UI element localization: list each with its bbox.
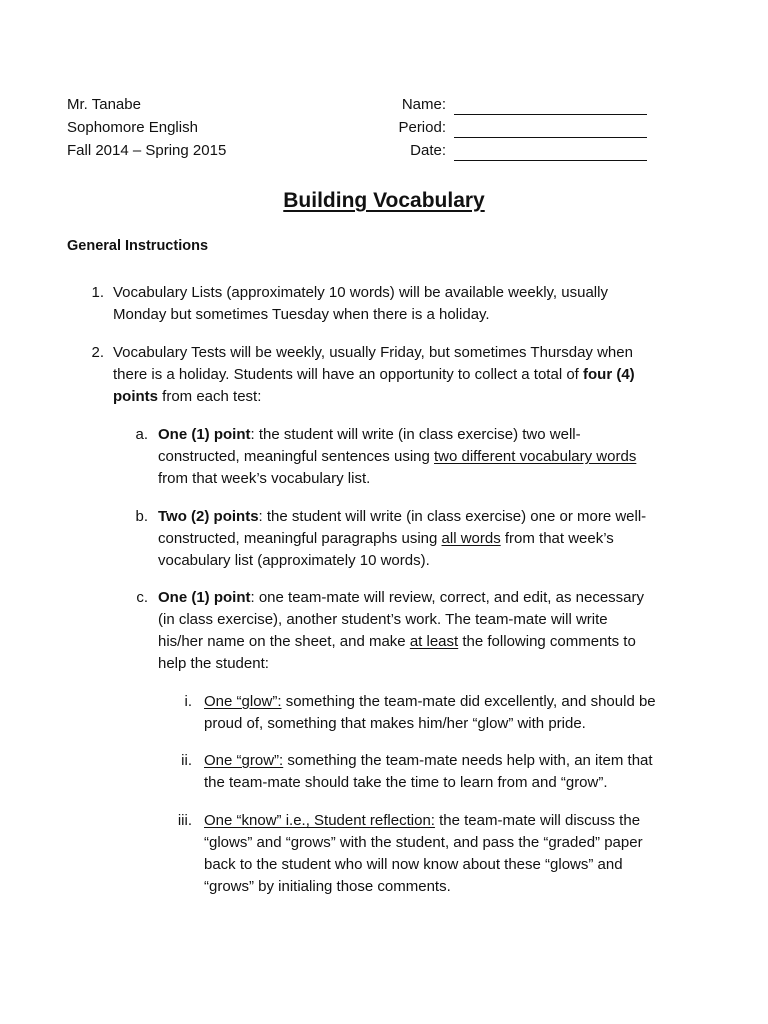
- text-run: : one team-mate will review, correct, and edit, as necessary: [250, 589, 645, 606]
- text-line: [204, 854, 643, 876]
- text-line: [204, 750, 653, 772]
- text-line: [113, 342, 635, 364]
- subsubitem-ii-marker: ii.: [181, 752, 192, 769]
- subitem-a-marker: a.: [135, 426, 148, 443]
- subitem-b-marker: b.: [135, 508, 148, 525]
- subsubitem-ii: [204, 750, 653, 794]
- text-line: [113, 364, 635, 386]
- text-run: “grows” by initialing those comments.: [204, 878, 451, 895]
- text-run: something the team-mate needs help with, an item that: [283, 752, 653, 769]
- subsubitem-iii: [204, 810, 643, 898]
- text-run: Monday but sometimes Tuesday when there is a holiday.: [113, 306, 490, 323]
- text-line: [113, 386, 635, 408]
- text-run: help the student:: [158, 655, 269, 672]
- bold-text: points: [113, 388, 158, 405]
- text-run: “glows” and “grows” with the student, and pass the “graded” paper: [204, 834, 643, 851]
- text-line: [204, 876, 643, 898]
- subitem-c: [158, 587, 644, 675]
- text-line: [158, 587, 644, 609]
- subsubitem-i-marker: i.: [184, 693, 192, 710]
- text-run: (in class exercise), another student’s work. The team-mate will write: [158, 611, 608, 628]
- date-label: Date:: [410, 142, 446, 159]
- text-run: the team-mate will discuss the: [434, 812, 641, 829]
- text-line: [158, 609, 644, 631]
- text-line: [113, 304, 608, 326]
- section-heading: General Instructions: [67, 238, 209, 254]
- subsubitem-iii-marker: iii.: [177, 812, 192, 829]
- bold-text: four (4): [583, 366, 635, 383]
- item-2-marker: 2.: [91, 344, 104, 361]
- text-run: proud of, something that makes him/her “glow” with pride.: [204, 715, 586, 732]
- text-run: his/her name on the sheet, and make: [158, 633, 410, 650]
- school-term: Fall 2014 – Spring 2015: [67, 142, 227, 159]
- text-run: Vocabulary Lists (approximately 10 words) will be available weekly, usually: [113, 284, 608, 301]
- text-run: constructed, meaningful sentences using: [158, 448, 434, 465]
- bold-text: One (1) point: [158, 426, 251, 443]
- text-run: from that week’s: [500, 530, 614, 547]
- text-line: [158, 506, 646, 528]
- text-run: vocabulary list (approximately 10 words).: [158, 552, 430, 569]
- teacher-name: Mr. Tanabe: [67, 96, 141, 113]
- underlined-text: all words: [441, 530, 501, 547]
- name-label: Name:: [401, 96, 446, 113]
- text-run: : the student will write (in class exercise) two well-: [250, 426, 581, 443]
- text-line: [158, 550, 646, 572]
- underlined-text: One “glow”:: [204, 693, 282, 710]
- underlined-text: One “grow”:: [204, 752, 284, 769]
- subitem-b: [158, 506, 646, 572]
- underlined-text: One “know” i.e., Student reflection:: [204, 812, 435, 829]
- text-run: Vocabulary Tests will be weekly, usually Friday, but sometimes Thursday when: [113, 344, 633, 361]
- text-run: the following comments to: [458, 633, 636, 650]
- text-run: something the team-mate did excellently, and should be: [281, 693, 656, 710]
- text-run: : the student will write (in class exercise) one or more well-: [258, 508, 647, 525]
- text-line: [204, 713, 656, 735]
- text-run: the team-mate should take the time to learn from and “grow”.: [204, 774, 608, 791]
- text-run: from each test:: [158, 388, 262, 405]
- text-line: [158, 468, 636, 490]
- instruction-item-2: [113, 342, 635, 408]
- subitem-c-marker: c.: [136, 589, 148, 606]
- text-line: [158, 446, 636, 468]
- underlined-text: two different vocabulary words: [434, 448, 637, 465]
- text-run: from that week’s vocabulary list.: [158, 470, 371, 487]
- instruction-item-1: [113, 282, 608, 326]
- subitem-a: [158, 424, 636, 490]
- text-line: [204, 810, 643, 832]
- text-line: [158, 631, 644, 653]
- text-line: [204, 691, 656, 713]
- period-blank-line[interactable]: [454, 137, 647, 138]
- course-name: Sophomore English: [67, 119, 198, 136]
- text-run: there is a holiday. Students will have an opportunity to collect a total of: [113, 366, 583, 383]
- text-run: back to the student who will now know about these “glows” and: [204, 856, 623, 873]
- name-blank-line[interactable]: [454, 114, 647, 115]
- text-line: [113, 282, 608, 304]
- bold-text: One (1) point: [158, 589, 251, 606]
- date-blank-line[interactable]: [454, 160, 647, 161]
- text-line: [158, 424, 636, 446]
- text-run: constructed, meaningful paragraphs using: [158, 530, 442, 547]
- item-1-marker: 1.: [91, 284, 104, 301]
- page-title: Building Vocabulary: [283, 189, 485, 212]
- text-line: [204, 772, 653, 794]
- underlined-text: at least: [409, 633, 459, 650]
- text-line: [158, 653, 644, 675]
- bold-text: Two (2) points: [158, 508, 259, 525]
- text-line: [204, 832, 643, 854]
- text-line: [158, 528, 646, 550]
- period-label: Period:: [398, 119, 446, 136]
- subsubitem-i: [204, 691, 656, 735]
